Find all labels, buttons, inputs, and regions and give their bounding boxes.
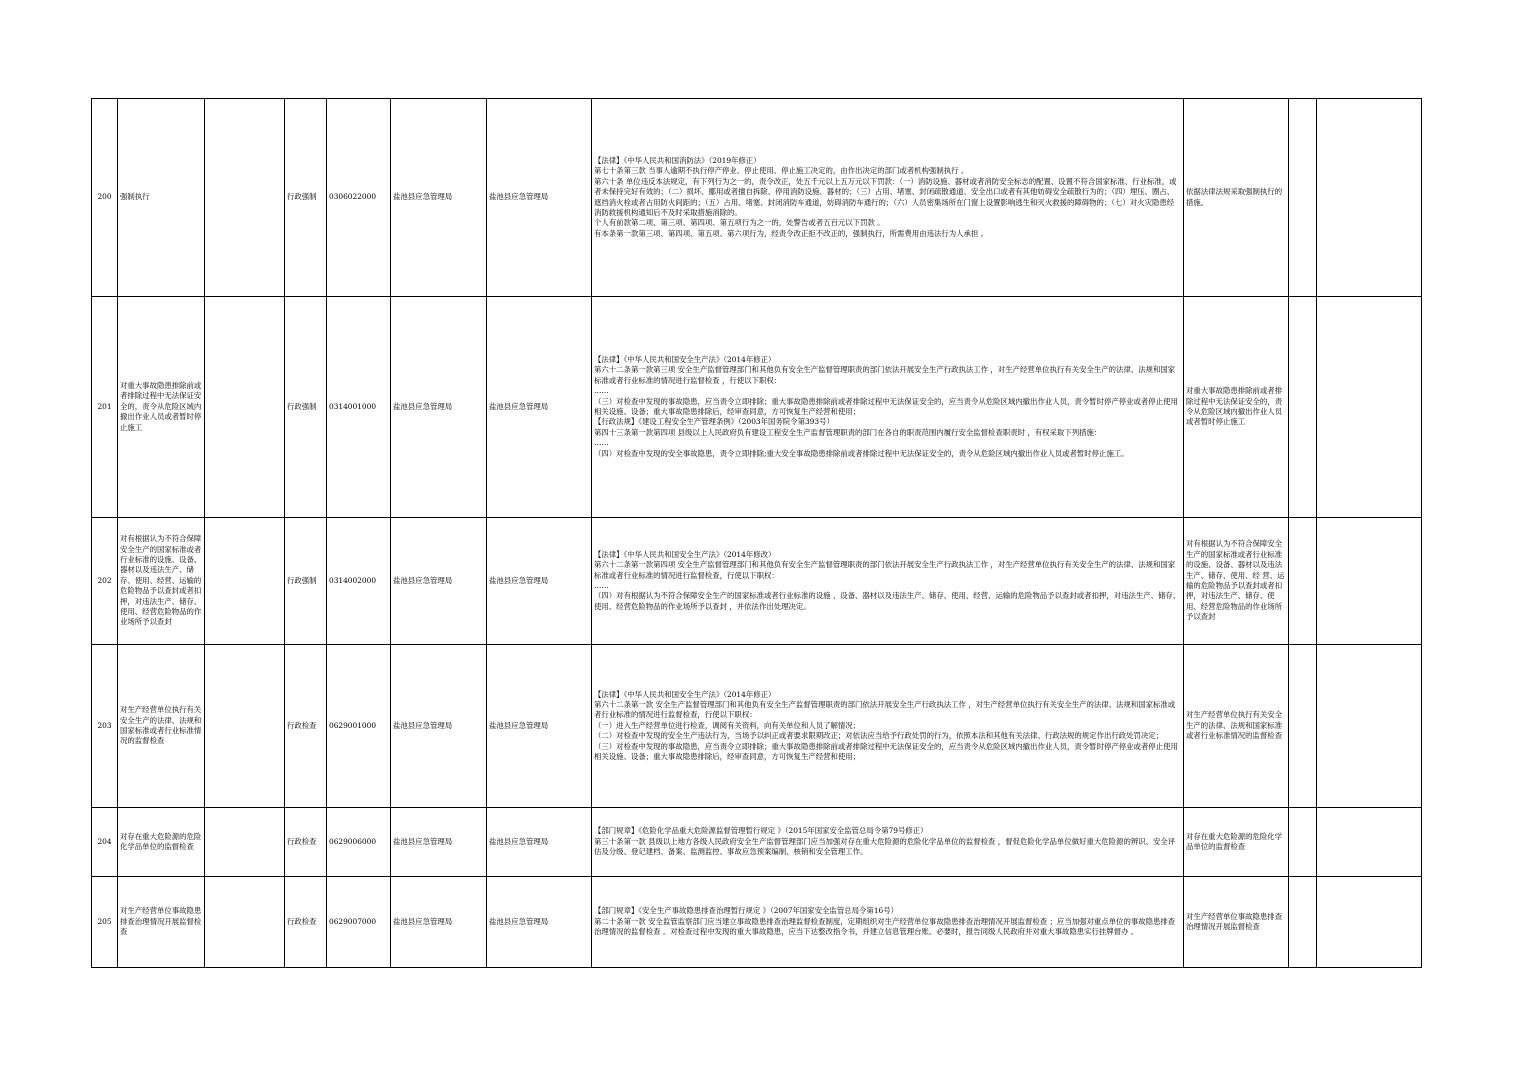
power-list-table (91, 98, 1422, 968)
table-row (92, 518, 1422, 645)
responsible-agency-cell: 盐池县应急管理局 (487, 99, 592, 297)
legal-basis-cell (592, 645, 1184, 808)
empty-cell (1289, 297, 1317, 518)
legal-basis-line: 【部门规章】《危险化学品重大危险源监督管理暂行规定 》（2015年国家安全监管总局令第79号修正） (594, 826, 928, 836)
implementing-agency-cell: 盐池县应急管理局 (391, 297, 487, 518)
legal-basis-line: （一）进入生产经营单位进行检查，调阅有关资料，向有关单位和人员了解情况； (594, 720, 861, 730)
legal-basis-line: 有本条第一款第三项、第四项、第五项、第六项行为，经责令改正拒不改正的，强制执行，所需费用由违法行为人承担 。 (594, 228, 989, 238)
responsibility-cell: 依据法律法规采取强制执行的措施。 (1184, 99, 1289, 297)
empty-cell (205, 808, 285, 877)
implementing-agency-cell: 盐池县应急管理局 (391, 518, 487, 645)
legal-basis-line: 第六十条 单位违反本法规定，有下列行为之一的，责令改正，处五千元以上五万元以下罚款：（一）消防设施、器材或者消防安全标志的配置、设置不符合国家标准、行业标准，或者未保持完好有效的；（二）损坏、挪用或者擅自拆除、停用消防设施、器材的；（三）占用、堵塞、封闭疏散通道、安全出口或者有其他妨碍安全疏散行为的；（四）埋压、圈占、遮挡消火栓或者占用防火间距的；（五）占用、堵塞、封闭消防车通道，妨碍消防车通行的；（六）人员密集场所在门窗上设置影响逃生和灭火救援的障碍物的；（七）对火灾隐患经消防救援机构通知后不及时采取措施消除的。 (594, 176, 1177, 217)
empty-cell (205, 645, 285, 808)
implementing-agency-cell: 盐池县应急管理局 (391, 99, 487, 297)
item-name-cell: 对生产经营单位执行有关安全生产的法律、法规和国家标准或者行业标准情况的监督检查 (118, 645, 205, 808)
table-row (92, 99, 1422, 297)
responsible-agency-cell: 盐池县应急管理局 (487, 297, 592, 518)
responsibility-cell: 对重大事故隐患排除前或者排除过程中无法保证安全的，责令从危险区域内撤出作业人员或者暂时停止施工 (1184, 297, 1289, 518)
item-type-cell: 行政强制 (285, 518, 327, 645)
item-name-cell: 对重大事故隐患排除前或者排除过程中无法保证安全的，责令从危险区域内撤出作业人员或者暂时停止施工 (118, 297, 205, 518)
legal-basis-line: 【法律】《中华人民共和国安全生产法》（2014年修正） (594, 689, 776, 699)
legal-basis-line: 第六十二条第一款第三项 安全生产监督管理部门和其他负有安全生产监督管理职责的部门依法开展安全生产行政执法工作 ，对生产经营单位执行有关安全生产的法律、法规和国家标准或者行业标准的情况进行监督检查 ，行使以下职权： (594, 365, 1176, 385)
legal-basis-line: 第六十二条第一款 安全生产监督管理部门和其他负有安全生产监督管理职责的部门依法开展安全生产行政执法工作 ，对生产经营单位执行有关安全生产的法律、法规和国家标准或者行业标准的情况进行监督检查，行使以下职权： (594, 699, 1176, 720)
empty-cell (1317, 645, 1422, 808)
empty-cell (1289, 645, 1317, 808)
item-name-cell: 对生产经营单位事故隐患排查治理情况开展监督检查 (118, 877, 205, 968)
responsibility-cell: 对存在重大危险源的危险化学品单位的监督检查 (1184, 808, 1289, 877)
responsibility-cell: 对生产经营单位执行有关安全生产的法律、法规和国家标准或者行业标准情况的监督检查 (1184, 645, 1289, 808)
table-row (92, 808, 1422, 877)
empty-cell (205, 99, 285, 297)
legal-basis-line: 【法律】《中华人民共和国安全生产法》（2014年修改） (594, 549, 776, 559)
legal-basis-line: 第二十条第一款 安全监管监察部门应当建立事故隐患排查治理监督检查制度，定期组织对生产经营单位事故隐患排查治理情况开展监督检查 ；应当加强对重点单位的事故隐患排查治理情况的监督检查 。对检查过程中发现的重大事故隐患，应当下达整改指令书，并建立信息管理台账。必要时，报告同级人民政府并对重大事故隐患实行挂牌督办 。 (594, 916, 1176, 937)
legal-basis-line: 【行政法规】《建设工程安全生产管理条例》（2003年国务院令第393号） (594, 417, 834, 427)
item-code-cell: 0306022000 (327, 99, 391, 297)
table-row (92, 297, 1422, 518)
item-type-cell: 行政检查 (285, 645, 327, 808)
implementing-agency-cell: 盐池县应急管理局 (391, 877, 487, 968)
implementing-agency-cell: 盐池县应急管理局 (391, 808, 487, 877)
legal-basis-cell (592, 877, 1184, 968)
table-row (92, 645, 1422, 808)
item-type-cell: 行政检查 (285, 877, 327, 968)
legal-basis-line: …… (594, 581, 609, 590)
empty-cell (1317, 808, 1422, 877)
legal-basis-line: 第四十三条第一款第四项 县级以上人民政府负有建设工程安全生产监督管理职责的部门在各自的职责范围内履行安全监督检查职责时 ，有权采取下列措施： (594, 427, 1102, 437)
empty-cell (1317, 99, 1422, 297)
responsible-agency-cell: 盐池县应急管理局 (487, 808, 592, 877)
legal-basis-cell (592, 99, 1184, 297)
item-code-cell: 0629007000 (327, 877, 391, 968)
item-name-cell: 对存在重大危险源的危险化学品单位的监督检查 (118, 808, 205, 877)
empty-cell (1317, 297, 1422, 518)
empty-cell (1317, 877, 1422, 968)
empty-cell (205, 877, 285, 968)
responsibility-cell: 对生产经营单位事故隐患排查治理情况开展监督检查 (1184, 877, 1289, 968)
responsible-agency-cell: 盐池县应急管理局 (487, 518, 592, 645)
legal-basis-cell (592, 518, 1184, 645)
legal-basis-line: （四）对有根据认为不符合保障安全生产的国家标准或者行业标准的设施 、设备、器材以及违法生产、储存、使用、经营、运输的危险物品予以查封或者扣押，对违法生产、储存、使用、经营危险物品的作业场所予以查封 ，并依法作出处理决定。 (594, 591, 1181, 611)
empty-cell (205, 297, 285, 518)
legal-basis-line: 第七十条第三款 当事人逾期不执行停产停业、停止使用、停止施工决定的，由作出决定的部门或者机构强制执行 。 (594, 166, 969, 176)
responsible-agency-cell: 盐池县应急管理局 (487, 645, 592, 808)
table-row (92, 877, 1422, 968)
row-number-cell: 200 (92, 99, 118, 297)
legal-basis-line: …… (594, 438, 609, 448)
responsible-agency-cell: 盐池县应急管理局 (487, 877, 592, 968)
implementing-agency-cell: 盐池县应急管理局 (391, 645, 487, 808)
item-name-cell: 对有根据认为不符合保障安全生产的国家标准或者行业标准的设施、设备、器材以及违法生产、储存、使用、经营、运输的危险物品予以查封或者扣押，对违法生产、储存、使用、经营危险物品的作业场所予以查封 (118, 518, 205, 645)
item-code-cell: 0314001000 (327, 297, 391, 518)
item-code-cell: 0314002000 (327, 518, 391, 645)
legal-basis-cell (592, 297, 1184, 518)
legal-basis-line: 【法律】《中华人民共和国消防法》（2019年修正） (594, 155, 761, 165)
legal-basis-line: （四）对检查中发现的安全事故隐患，责令立即排除;重大安全事故隐患排除前或者排除过程中无法保证安全的，责令从危险区域内撤出作业人员或者暂时停止施工。 (594, 448, 1129, 458)
item-name-cell: 强制执行 (118, 99, 205, 297)
item-type-cell: 行政强制 (285, 99, 327, 297)
row-number-cell: 201 (92, 297, 118, 518)
item-code-cell: 0629001000 (327, 645, 391, 808)
item-code-cell: 0629006000 (327, 808, 391, 877)
legal-basis-line: 第三十条第一款 县级以上地方各级人民政府安全生产监督管理部门应当加强对存在重大危险源的危险化学品单位的监督检查 ，督促危险化学品单位做好重大危险源的辨识、安全评估及分级、登记建档、备案、监测监控、事故应急预案编制、核销和安全管理工作。 (594, 836, 1176, 857)
legal-basis-cell (592, 808, 1184, 877)
item-type-cell: 行政强制 (285, 297, 327, 518)
legal-basis-line: （二）对检查中发现的安全生产违法行为，当场予以纠正或者要求限期改正；对依法应当给予行政处罚的行为，依照本法和其他有关法律、行政法规的规定作出行政处罚决定； (594, 731, 1164, 741)
legal-basis-line: （三）对检查中发现的事故隐患，应当责令立即排除；重大事故隐患排除前或者排除过程中无法保证安全的，应当责令从危险区域内撤出作业人员，责令暂时停产停业或者停止使用相关设施、设备；重大事故隐患排除后，经审查同意，方可恢复生产经营和使用； (594, 741, 1178, 762)
row-number-cell: 205 (92, 877, 118, 968)
row-number-cell: 202 (92, 518, 118, 645)
empty-cell (1289, 877, 1317, 968)
row-number-cell: 203 (92, 645, 118, 808)
legal-basis-line: 【法律】《中华人民共和国安全生产法》（2014年修正） (594, 354, 776, 364)
empty-cell (1317, 518, 1422, 645)
responsibility-cell: 对有根据认为不符合保障安全生产的国家标准或者行业标准的设施、设备、器材以及违法生产、储存、使用、经 营、运输的危险物品予以查封或者扣押，对违法生产、储存、使用、经营危险物品的作业场所予以查封 (1184, 518, 1289, 645)
legal-basis-line: 第六十二条第一款第四项 安全生产监督管理部门和其他负有安全生产监督管理职责的部门依法开展安全生产行政执法工作 ，对生产经营单位执行有关安全生产的法律、法规和国家标准或者行业标准的情况进行监督检查，行使以下职权： (594, 560, 1176, 580)
item-type-cell: 行政检查 (285, 808, 327, 877)
empty-cell (205, 518, 285, 645)
legal-basis-line: …… (594, 386, 609, 396)
empty-cell (1289, 518, 1317, 645)
empty-cell (1289, 99, 1317, 297)
empty-cell (1289, 808, 1317, 877)
legal-basis-line: 个人有前款第二项、第三项、第四项、第五项行为之一的，处警告或者五百元以下罚款 。 (594, 218, 885, 228)
row-number-cell: 204 (92, 808, 118, 877)
legal-basis-line: （三）对检查中发现的事故隐患，应当责令立即排除；重大事故隐患排除前或者排除过程中无法保证安全的，应当责令从危险区域内撤出作业人员，责令暂时停产停业或者停止使用相关设施、设备；重大事故隐患排除后，经审查同意，方可恢复生产经营和使用； (594, 396, 1178, 416)
legal-basis-line: 【部门规章】《安全生产事故隐患排查治理暂行规定 》（2007年国家安全监管总局令第16号） (594, 906, 899, 916)
